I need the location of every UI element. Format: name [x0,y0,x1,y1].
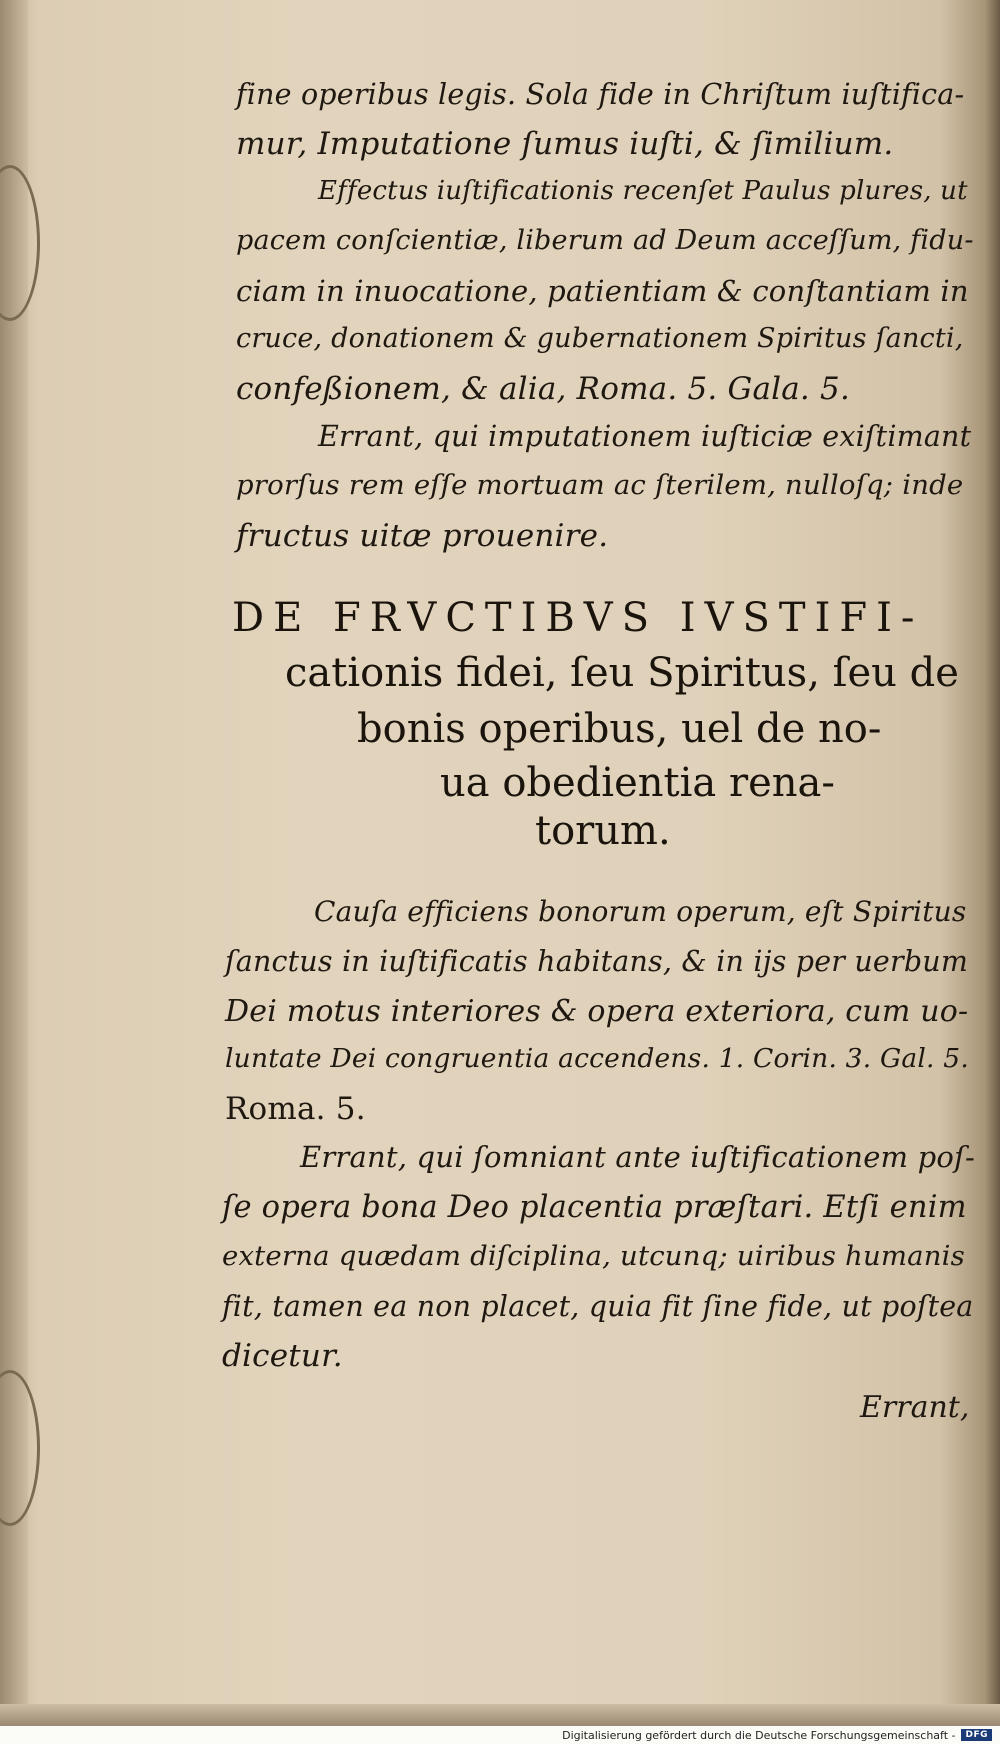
dfg-logo: DFG [961,1729,992,1741]
text-line: Errant, qui ſomniant ante iuſtificationem poſ- [300,1140,976,1174]
section-heading-line: DE FRVCTIBVS IVSTIFI- [232,595,924,641]
text-line: confeßionem, & alia, Roma. 5. Gala. 5. [236,371,851,407]
text-line: pacem conſcientiæ, liberum ad Deum acceſſum, fidu- [236,225,974,256]
text-line: ciam in inuocatione, patientiam & conſtantiam in [236,274,969,308]
text-line: Dei motus interiores & opera exteriora, cum uo- [225,994,969,1029]
text-line: externa quædam diſciplina, utcunq; uiribus humanis [222,1240,965,1272]
text-line: Roma. 5. [225,1091,366,1127]
section-heading-line: bonis operibus, uel de no- [357,706,882,752]
text-line: ſe opera bona Deo placentia præſtari. Etſi enim [222,1190,967,1225]
digitization-footer [0,1726,1000,1744]
text-line: dicetur. [222,1338,343,1374]
text-line: fructus uitæ prouenire. [236,518,609,554]
binding-ring-top [0,165,40,321]
text-line: mur, Imputatione ſumus iuſti, & ſimilium. [236,126,894,162]
text-line: Errant, qui imputationem iuſticiæ exiſtimant [318,420,972,453]
section-heading-line: ua obedientia rena- [440,760,835,806]
footer-credit: Digitalisierung gefördert durch die Deutsche Forschungsgemeinschaft - [562,1728,956,1742]
text-line: fit, tamen ea non placet, quia fit ſine fide, ut poſtea [222,1290,974,1323]
catchword: Errant, [860,1390,970,1425]
section-heading-line: cationis fidei, ſeu Spiritus, ſeu de [285,650,959,696]
page-bottom-edge [0,1704,1000,1726]
binding-ring-bottom [0,1370,40,1526]
text-line: ſanctus in iuſtificatis habitans, & in ijs per uerbum [225,945,969,978]
text-line: prorſus rem eſſe mortuam ac ſterilem, nulloſq; inde [236,469,964,501]
text-line: luntate Dei congruentia accendens. 1. Corin. 3. Gal. 5. [225,1043,969,1074]
text-line: Effectus iuſtificationis recenſet Paulus plures, ut [318,176,968,206]
text-line: cruce, donationem & gubernationem Spiritus ſancti, [236,323,964,354]
section-heading-line: torum. [535,808,671,854]
text-line: fine operibus legis. Sola fide in Chriſtum iuſtifica- [236,78,965,111]
text-line: Cauſa efficiens bonorum operum, eſt Spiritus [314,895,967,928]
